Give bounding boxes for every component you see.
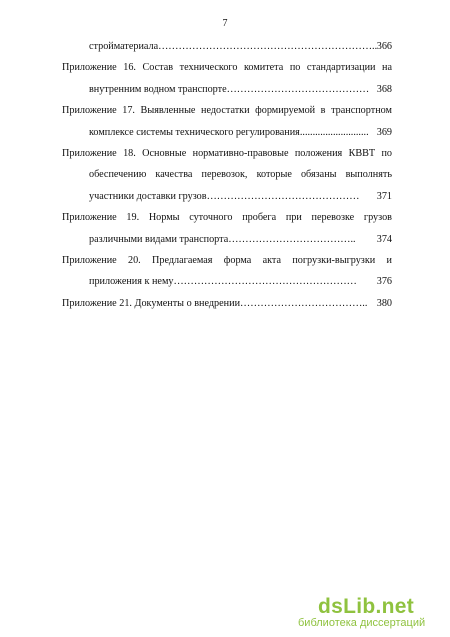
toc-entry-page: 369 bbox=[376, 126, 392, 138]
toc-entry bbox=[62, 143, 392, 164]
toc-entry-page: 374 bbox=[376, 233, 392, 245]
page-number: 7 bbox=[222, 18, 228, 29]
toc-entry-text: различными видами транспорта……………………………….. bbox=[89, 233, 356, 245]
toc-entry bbox=[62, 57, 392, 78]
toc-entry-text: Приложение 17. Выявленные недостатки формируемой в транспортном bbox=[62, 105, 392, 117]
toc-entry bbox=[62, 293, 392, 314]
toc-entry bbox=[62, 186, 392, 207]
watermark-subtitle: библиотека диссертаций bbox=[298, 617, 426, 629]
toc-entry-text: Приложение 21. Документы о внедрении……………………………….. bbox=[62, 297, 368, 309]
toc-entry bbox=[62, 207, 392, 228]
watermark-logo: dsLib.net bbox=[318, 595, 415, 618]
toc-entry-text: Приложение 19. Нормы суточного пробега при перевозке грузов bbox=[62, 212, 392, 224]
toc-entry bbox=[62, 79, 392, 100]
toc-entry-page: 380 bbox=[376, 297, 392, 309]
watermark bbox=[298, 595, 438, 629]
toc-entry bbox=[62, 100, 392, 121]
toc-entry-page: 376 bbox=[376, 276, 392, 288]
toc-entry-page: 368 bbox=[376, 83, 392, 95]
toc-entry bbox=[62, 271, 392, 292]
toc-entry bbox=[62, 229, 392, 250]
toc-entry bbox=[62, 250, 392, 271]
toc-entry-text: Приложение 18. Основные нормативно-правовые положения КВВТ по bbox=[62, 147, 392, 159]
toc-entry-text: стройматериала……………………………………………………….. bbox=[89, 41, 378, 52]
toc-entry-text: обеспечению качества перевозок, которые обязаны выполнять bbox=[89, 169, 392, 181]
toc-entry bbox=[62, 36, 392, 57]
toc-entry-text: Приложение 20. Предлагаемая форма акта погрузки-выгрузки и bbox=[62, 254, 392, 266]
toc-entry-page: 371 bbox=[376, 190, 392, 202]
toc-entry-text: комплексе системы технического регулирования........................... bbox=[89, 126, 369, 138]
table-of-contents bbox=[62, 36, 392, 314]
toc-entry bbox=[62, 122, 392, 143]
toc-entry-page: 366 bbox=[376, 41, 392, 52]
toc-entry-text: приложения к нему……………………………………………… bbox=[89, 276, 357, 288]
toc-entry-text: внутренним водном транспорте…………………………………… bbox=[89, 83, 370, 95]
toc-entry-text: участники доставки грузов……………………………………… bbox=[89, 190, 360, 202]
toc-entry bbox=[62, 164, 392, 185]
toc-entry-text: Приложение 16. Состав технического комитета по стандартизации на bbox=[62, 62, 392, 74]
